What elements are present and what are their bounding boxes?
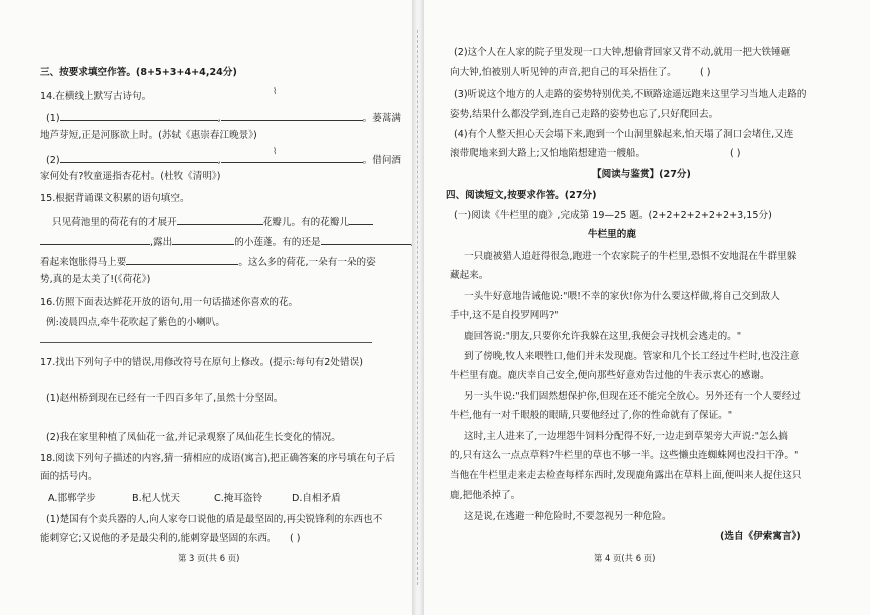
q18-option-a: A.邯郸学步 bbox=[48, 493, 96, 504]
q14-blank-2a[interactable] bbox=[60, 152, 218, 163]
q15-blank[interactable] bbox=[126, 254, 238, 265]
q18-answer-paren-4[interactable]: ( ) bbox=[730, 148, 741, 159]
q14-item-1-number: (1) bbox=[46, 113, 60, 124]
q18-answer-paren-2[interactable]: ( ) bbox=[700, 67, 711, 78]
q15-line-1 bbox=[52, 214, 373, 229]
story-line: 一头牛好意地告诫他说:"喂!不幸的家伙!你为什么要这样做,将自己交到敌人 bbox=[464, 291, 780, 302]
story-line: 鹿,把他杀掉了。 bbox=[450, 490, 521, 501]
q18-sentence-3a: (3)听说这个地方的人走路的姿势特别优美,不顾路途遥远跑来这里学习当地人走路的 bbox=[454, 89, 807, 100]
q14-item-1-continuation: 地芦芽短,正是河豚欲上时。(苏轼《惠崇春江晚景》) bbox=[40, 130, 257, 141]
q15-text: 只见荷池里的荷花有的才展开 bbox=[52, 217, 177, 228]
q14-item-1: (1) , 。蒌蒿满 bbox=[46, 110, 401, 125]
scan-mark: ⌇ bbox=[273, 87, 278, 97]
q15-title: 15.根据背诵课文积累的语句填空。 bbox=[40, 193, 190, 204]
q17-sentence-1: (1)赵州桥到现在已经有一千四百多年了,虽然十分坚固。 bbox=[46, 393, 284, 404]
q15-text: ,露出 bbox=[150, 237, 173, 248]
story-line: 一只鹿被猎人追赶得很急,跑进一个农家院子的牛栏里,恐惧不安地混在牛群里躲 bbox=[464, 251, 797, 262]
q14-title: 14.在横线上默写古诗句。 bbox=[40, 91, 152, 102]
q18-title-1: 18.阅读下列句子描述的内容,猜一猜相应的成语(寓言),把正确答案的序号填在句子后 bbox=[40, 453, 396, 464]
q18-sentence-4b: 滚带爬地来到大路上;又怕地陷想建造一艘船。 bbox=[450, 148, 646, 159]
q14-item-2-suffix: 。借问酒 bbox=[362, 155, 402, 166]
q17-title: 17.找出下列句子中的错误,用修改符号在原句上修改。(提示:每句有2处错误) bbox=[40, 357, 363, 368]
q18-sentence-2b: 向大钟,怕被别人听见钟的声音,把自己的耳朵捂住了。 bbox=[450, 67, 677, 78]
story-line: 牛栏里有鹿。鹿庆幸自己安全,便向那些好意劝告过他的牛表示衷心的感谢。 bbox=[450, 370, 770, 381]
q18-option-d: D.自相矛盾 bbox=[292, 493, 341, 504]
q16-title: 16.仿照下面表达鲜花开放的语句,用一句话描述你喜欢的花。 bbox=[40, 297, 299, 308]
story-title: 牛栏里的鹿 bbox=[588, 229, 636, 240]
q14-blank-2b[interactable] bbox=[221, 152, 363, 163]
q14-item-2-continuation: 家何处有?牧童遥指杏花村。(杜牧《清明》) bbox=[40, 171, 221, 182]
q18-sentence-2a: (2)这个人在人家的院子里发现一口大钟,想偷背回家又背不动,就用一把大铁锤砸 bbox=[454, 47, 791, 58]
section-3-title: 三、按要求填空作答。(8+5+3+4+4,24分) bbox=[40, 67, 237, 78]
story-line: 另一头牛说:"我们固然想保护你,但现在还不能完全放心。另外还有一个人要经过 bbox=[464, 391, 801, 402]
story-line: 藏起来。 bbox=[450, 270, 489, 281]
q16-answer-line[interactable] bbox=[40, 342, 372, 343]
reading-section-header: 【阅读与鉴赏】(27分) bbox=[592, 169, 691, 180]
page-gutter-line bbox=[417, 30, 419, 585]
q15-text: 的小莲蓬。有的还是 bbox=[234, 237, 321, 248]
page-3 bbox=[0, 0, 412, 615]
story-line: 这时,主人进来了,一边埋怨牛饲料分配得不好,一边走到草架旁大声说:"怎么搞 bbox=[464, 431, 788, 442]
section-4-title: 四、阅读短文,按要求作答。(27分) bbox=[446, 190, 597, 201]
story-line: 当他在牛栏里走来走去检查每样东西时,发现鹿角露出在草料上面,便叫来人捉住这只 bbox=[450, 470, 802, 481]
q15-line-2 bbox=[40, 234, 414, 249]
story-line: 这是说,在逃避一种危险时,不要忽视另一种危险。 bbox=[464, 511, 672, 522]
q14-item-2: (2) , 。借问酒 bbox=[46, 152, 401, 167]
q15-line-4: 势,真的是太美了!(《荷花》) bbox=[40, 274, 151, 285]
q15-blank[interactable] bbox=[172, 234, 234, 245]
q14-blank-1b[interactable] bbox=[221, 110, 363, 121]
q15-blank[interactable] bbox=[321, 234, 411, 245]
q18-option-c: C.掩耳盗铃 bbox=[214, 493, 263, 504]
passage-1-instructions: (一)阅读《牛栏里的鹿》,完成第 19—25 题。(2+2+2+2+2+2+3,15分) bbox=[454, 210, 772, 221]
q14-blank-1a[interactable] bbox=[60, 110, 218, 121]
q15-blank[interactable] bbox=[349, 214, 373, 225]
q18-title-2: 面的括号内。 bbox=[40, 471, 98, 482]
page-number-right: 第 4 页(共 6 页) bbox=[594, 553, 656, 563]
q15-text: 看起来饱胀得马上要 bbox=[40, 257, 127, 268]
q18-sentence-3b: 姿势,结果什么都没学到,连自己走路的姿势也忘了,只好爬回去。 bbox=[450, 109, 719, 120]
q14-item-2-number: (2) bbox=[46, 155, 60, 166]
q15-blank[interactable] bbox=[177, 214, 263, 225]
q18-sentence-4a: (4)有个人整天担心天会塌下来,跑到一个山洞里躲起来,怕天塌了洞口会堵住,又连 bbox=[454, 129, 794, 140]
q15-text: 花瓣儿。有的花瓣儿 bbox=[262, 217, 350, 228]
page-number-left: 第 3 页(共 6 页) bbox=[178, 553, 240, 563]
q18-option-b: B.杞人忧天 bbox=[132, 493, 181, 504]
page-4 bbox=[424, 0, 870, 615]
q17-sentence-2: (2)我在家里种植了凤仙花一盆,并记录观察了凤仙花生长变化的情况。 bbox=[46, 432, 341, 443]
q16-example: 例:凌晨四点,牵牛花吹起了紫色的小喇叭。 bbox=[46, 317, 225, 328]
story-line: 的,只有这么一点点草料?牛栏里的草也不够一半。这些懒虫连蜘蛛网也没扫干净。" bbox=[450, 450, 799, 461]
story-line: 手中,这不是自投罗网吗?" bbox=[450, 310, 559, 321]
story-line: 牛栏,他有一对千眼般的眼睛,只要他经过了,你的性命就有了保证。" bbox=[450, 410, 733, 421]
q15-blank[interactable] bbox=[40, 234, 150, 245]
q14-item-1-suffix: 。蒌蒿满 bbox=[362, 113, 402, 124]
story-line: 到了傍晚,牧人来喂牲口,他们并未发现鹿。管家和几个长工经过牛栏时,也没注意 bbox=[464, 351, 800, 362]
q15-line-3 bbox=[40, 254, 376, 269]
q18-sentence-1b: 能刺穿它;又说他的矛是最尖利的,能刺穿最坚固的东西。 bbox=[40, 533, 277, 544]
q18-answer-paren-1[interactable]: ( ) bbox=[290, 533, 301, 544]
q15-text: 。这么多的荷花,一朵有一朵的姿 bbox=[238, 257, 376, 268]
story-line: 鹿回答说:"朋友,只要你允许我躲在这里,我便会寻找机会逃走的。" bbox=[464, 331, 742, 342]
scan-mark: ⌇ bbox=[273, 147, 278, 157]
story-source: (选自《伊索寓言》) bbox=[720, 531, 801, 542]
q18-sentence-1a: (1)楚国有个卖兵器的人,向人家夸口说他的盾是最坚固的,再尖锐锋利的东西也不 bbox=[46, 514, 383, 525]
